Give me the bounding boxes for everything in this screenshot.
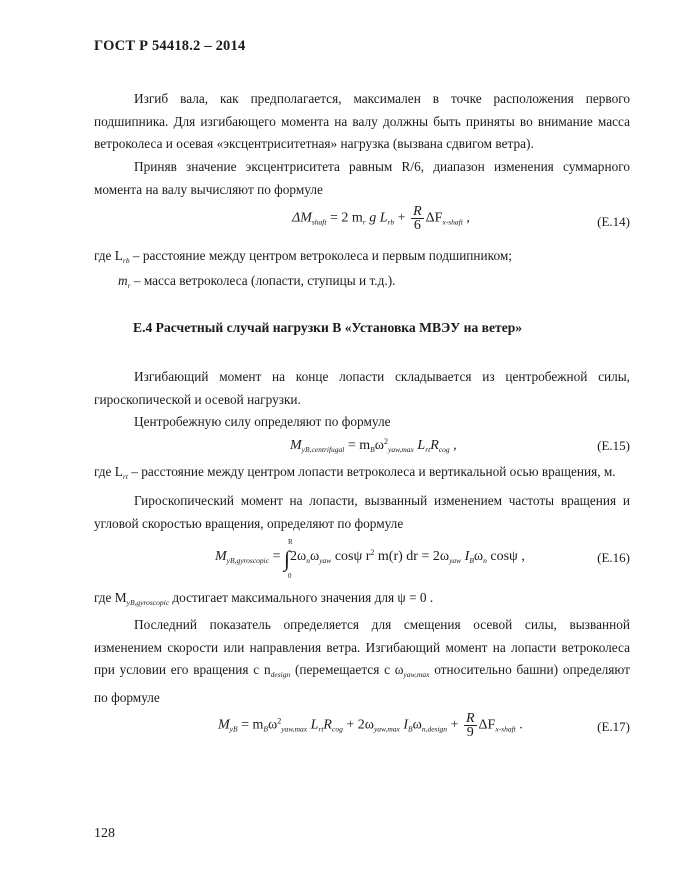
document-header: ГОСТ Р 54418.2 – 2014 [94,38,246,54]
equation-e17: $M_{yB} = m_B\omega^2_{yaw,max}$ $L_{rt}R_{cog} + 2\omega_{yaw,max}$ $I_B\omega_{n,design}$ + $\frac{R}{9}$ $\Delta F_{x-shaft}$ . [218,711,523,740]
where-gyroscopic: где $M_{yB,gyroscopic}$ достигает максимального значения для ψ = 0 . [94,590,434,607]
equation-number-e17: (E.17) [597,719,630,734]
where-lrt: где $L_{rt}$ – расстояние между центром лопасти ветроколеса и вертикальной осью вращения, м. [94,464,616,481]
where-mr: $m_r$ – масса ветроколеса (лопасти, ступицы и т.д.). [118,273,396,290]
paragraph-gyroscopic: Гироскопический момент на лопасти, вызванный изменением частоты вращения и угловой скоростью вращения, определяют по формуле [94,493,630,531]
equation-number-e16: (E.16) [597,550,630,565]
paragraph-axial-offset: Последний показатель определяется для смещения осевой силы, вызванной изменением скорости или направления ветра. Изгибающий момент на лопасти ветроколеса при условии его вращения с $n_{design}$ (перемещается с $\omega_{yaw,max}$ относительно башни) определяют по формуле [94,617,630,705]
integral-sign: ∫ R 0 [284,538,293,580]
equation-e14: $\Delta M_{shaft} = 2$ $m_r$ g $L_{rb}$ + $\frac{R}{6}$ $\Delta F_{x-shaft}$ , [292,204,470,233]
paragraph-centrifugal: Центробежную силу определяют по формуле [134,414,391,429]
equation-e16: $M_{yB,gyroscopic}$ = ∫ R 0 $2\omega_n\omega_{yaw}$ cosψ $r^2$ m(r) dr = $2\omega_{yaw}$ $I_B\omega_n$ cosψ , [215,538,525,580]
page-number: 128 [94,826,115,841]
equation-number-e14: (E.14) [597,214,630,229]
paragraph-eccentricity: Приняв значение эксцентриситета равным R/6, диапазон изменения суммарного момента на валу вычисляют по формуле [94,159,630,197]
section-heading-e4: E.4 Расчетный случай нагрузки B «Установка МВЭУ на ветер» [133,320,523,335]
equation-number-e15: (E.15) [597,438,630,453]
paragraph-blade-moment: Изгибающий момент на конце лопасти складывается из центробежной силы, гироскопической и осевой нагрузки. [94,369,630,407]
paragraph-shaft-bending: Изгиб вала, как предполагается, максимален в точке расположения первого подшипника. Для изгибающего момента на валу должны быть приняты во внимание масса ветроколеса и осевая «эксцентриситетная» нагрузка (вызвана сдвигом ветра). [94,91,630,151]
where-lrb: где $L_{rb}$ – расстояние между центром ветроколеса и первым подшипником; [94,248,512,265]
equation-e15: $M_{yB,centrifugal} = m_B\omega^2_{yaw,max}$ $L_{rt}R_{cog}$ , [290,437,457,454]
